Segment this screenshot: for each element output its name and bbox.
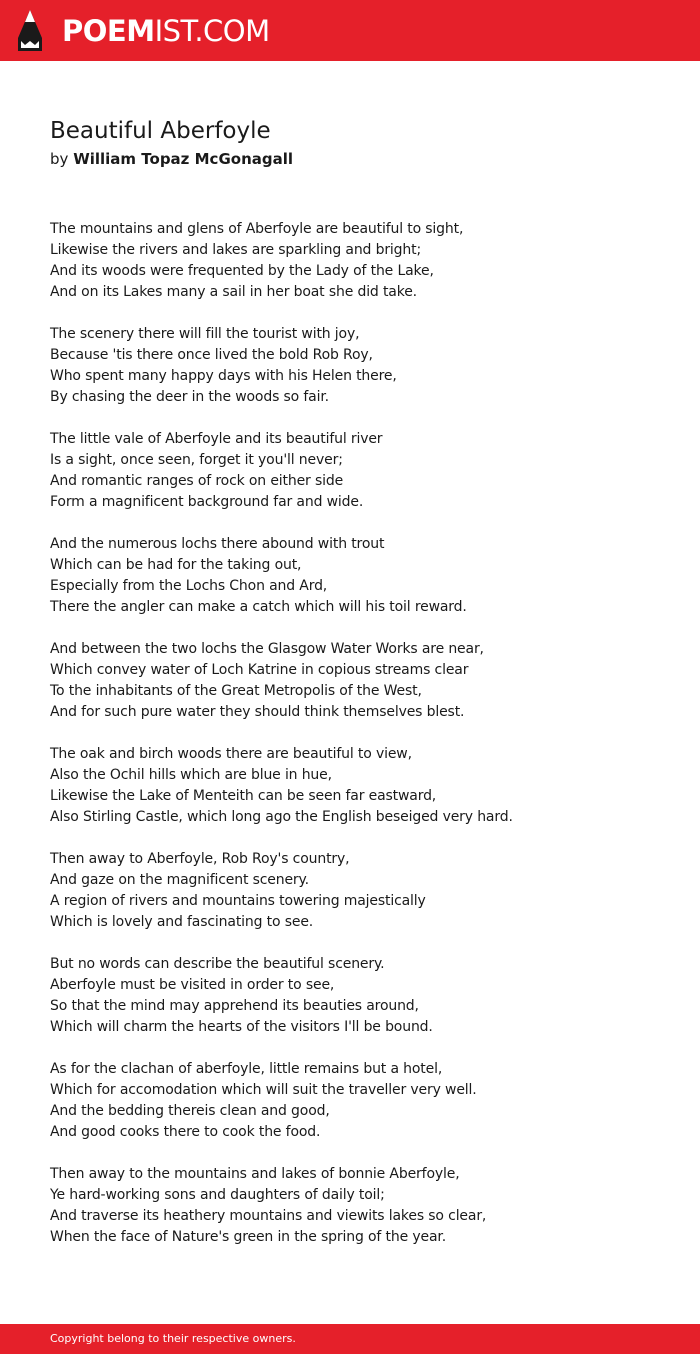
poem-line: And for such pure water they should think themselves blest. [50, 704, 465, 720]
stanza [50, 639, 670, 723]
poem-line: By chasing the deer in the woods so fair. [50, 389, 329, 405]
poem-line: Especially from the Lochs Chon and Ard, [50, 578, 328, 594]
poem-line: Which will charm the hearts of the visitors I'll be bound. [50, 1019, 433, 1035]
poem-line: Is a sight, once seen, forget it you'll never; [50, 452, 343, 468]
poem-line: Form a magnificent background far and wide. [50, 494, 364, 510]
poem-line: And traverse its heathery mountains and viewits lakes so clear, [50, 1208, 487, 1224]
poem-line: Because 'tis there once lived the bold Rob Roy, [50, 347, 373, 363]
stanza [50, 954, 670, 1038]
poem-line: Which is lovely and fascinating to see. [50, 914, 314, 930]
poem-line: Also Stirling Castle, which long ago the English beseiged very hard. [50, 809, 513, 825]
poem-line: The oak and birch woods there are beautiful to view, [50, 746, 412, 762]
stanza [50, 324, 670, 408]
copyright-text: Copyright belong to their respective owners. [50, 1332, 296, 1345]
poem-line: The mountains and glens of Aberfoyle are beautiful to sight, [50, 221, 464, 237]
poem-line: So that the mind may apprehend its beauties around, [50, 998, 419, 1014]
poem-line: And on its Lakes many a sail in her boat she did take. [50, 284, 417, 300]
poem-line: When the face of Nature's green in the spring of the year. [50, 1229, 446, 1245]
poem-line: Which can be had for the taking out, [50, 557, 302, 573]
stanza [50, 744, 670, 828]
stanza [50, 1059, 670, 1143]
pencil-logo-icon[interactable] [18, 10, 42, 51]
poem-line: And gaze on the magnificent scenery. [50, 872, 309, 888]
poem-line: Which for accomodation which will suit the traveller very well. [50, 1082, 477, 1098]
stanza [50, 219, 670, 303]
stanza [50, 849, 670, 933]
site-header [0, 0, 700, 61]
stanza [50, 1164, 670, 1248]
poem-line: The scenery there will fill the tourist with joy, [50, 326, 360, 342]
poem-line: Then away to the mountains and lakes of bonnie Aberfoyle, [50, 1166, 460, 1182]
poem-line: Which convey water of Loch Katrine in copious streams clear [50, 662, 469, 678]
poem-line: And good cooks there to cook the food. [50, 1124, 321, 1140]
poem-line: And between the two lochs the Glasgow Water Works are near, [50, 641, 484, 657]
poem-line: Then away to Aberfoyle, Rob Roy's country, [50, 851, 350, 867]
logo-bold-text: POEM [62, 14, 155, 48]
poem-title: Beautiful Aberfoyle [50, 118, 271, 144]
stanza [50, 534, 670, 618]
poem-line: Likewise the Lake of Menteith can be seen far eastward, [50, 788, 437, 804]
poem-byline [50, 148, 293, 170]
logo-light-text: IST.COM [154, 14, 270, 48]
stanza [50, 429, 670, 513]
poem-line: And romantic ranges of rock on either side [50, 473, 344, 489]
poem-line: As for the clachan of aberfoyle, little remains but a hotel, [50, 1061, 443, 1077]
poem-line: But no words can describe the beautiful scenery. [50, 956, 385, 972]
poem-body [50, 219, 670, 1269]
poem-line: And its woods were frequented by the Lady of the Lake, [50, 263, 434, 279]
poem-line: A region of rivers and mountains towering majestically [50, 893, 426, 909]
poem-line: The little vale of Aberfoyle and its beautiful river [50, 431, 383, 447]
poem-line: Who spent many happy days with his Helen there, [50, 368, 397, 384]
poem-line: There the angler can make a catch which will his toil reward. [50, 599, 467, 615]
poem-line: Likewise the rivers and lakes are sparkling and bright; [50, 242, 422, 258]
poem-line: And the numerous lochs there abound with trout [50, 536, 385, 552]
poem-line: Ye hard-working sons and daughters of daily toil; [50, 1187, 385, 1203]
site-logo[interactable] [62, 11, 270, 51]
by-label: by [50, 150, 69, 168]
poem-line: Aberfoyle must be visited in order to see, [50, 977, 335, 993]
poem-line: Also the Ochil hills which are blue in hue, [50, 767, 332, 783]
site-footer [0, 1324, 700, 1354]
poem-line: And the bedding thereis clean and good, [50, 1103, 330, 1119]
poem-line: To the inhabitants of the Great Metropolis of the West, [50, 683, 422, 699]
poem-author: William Topaz McGonagall [73, 150, 294, 168]
